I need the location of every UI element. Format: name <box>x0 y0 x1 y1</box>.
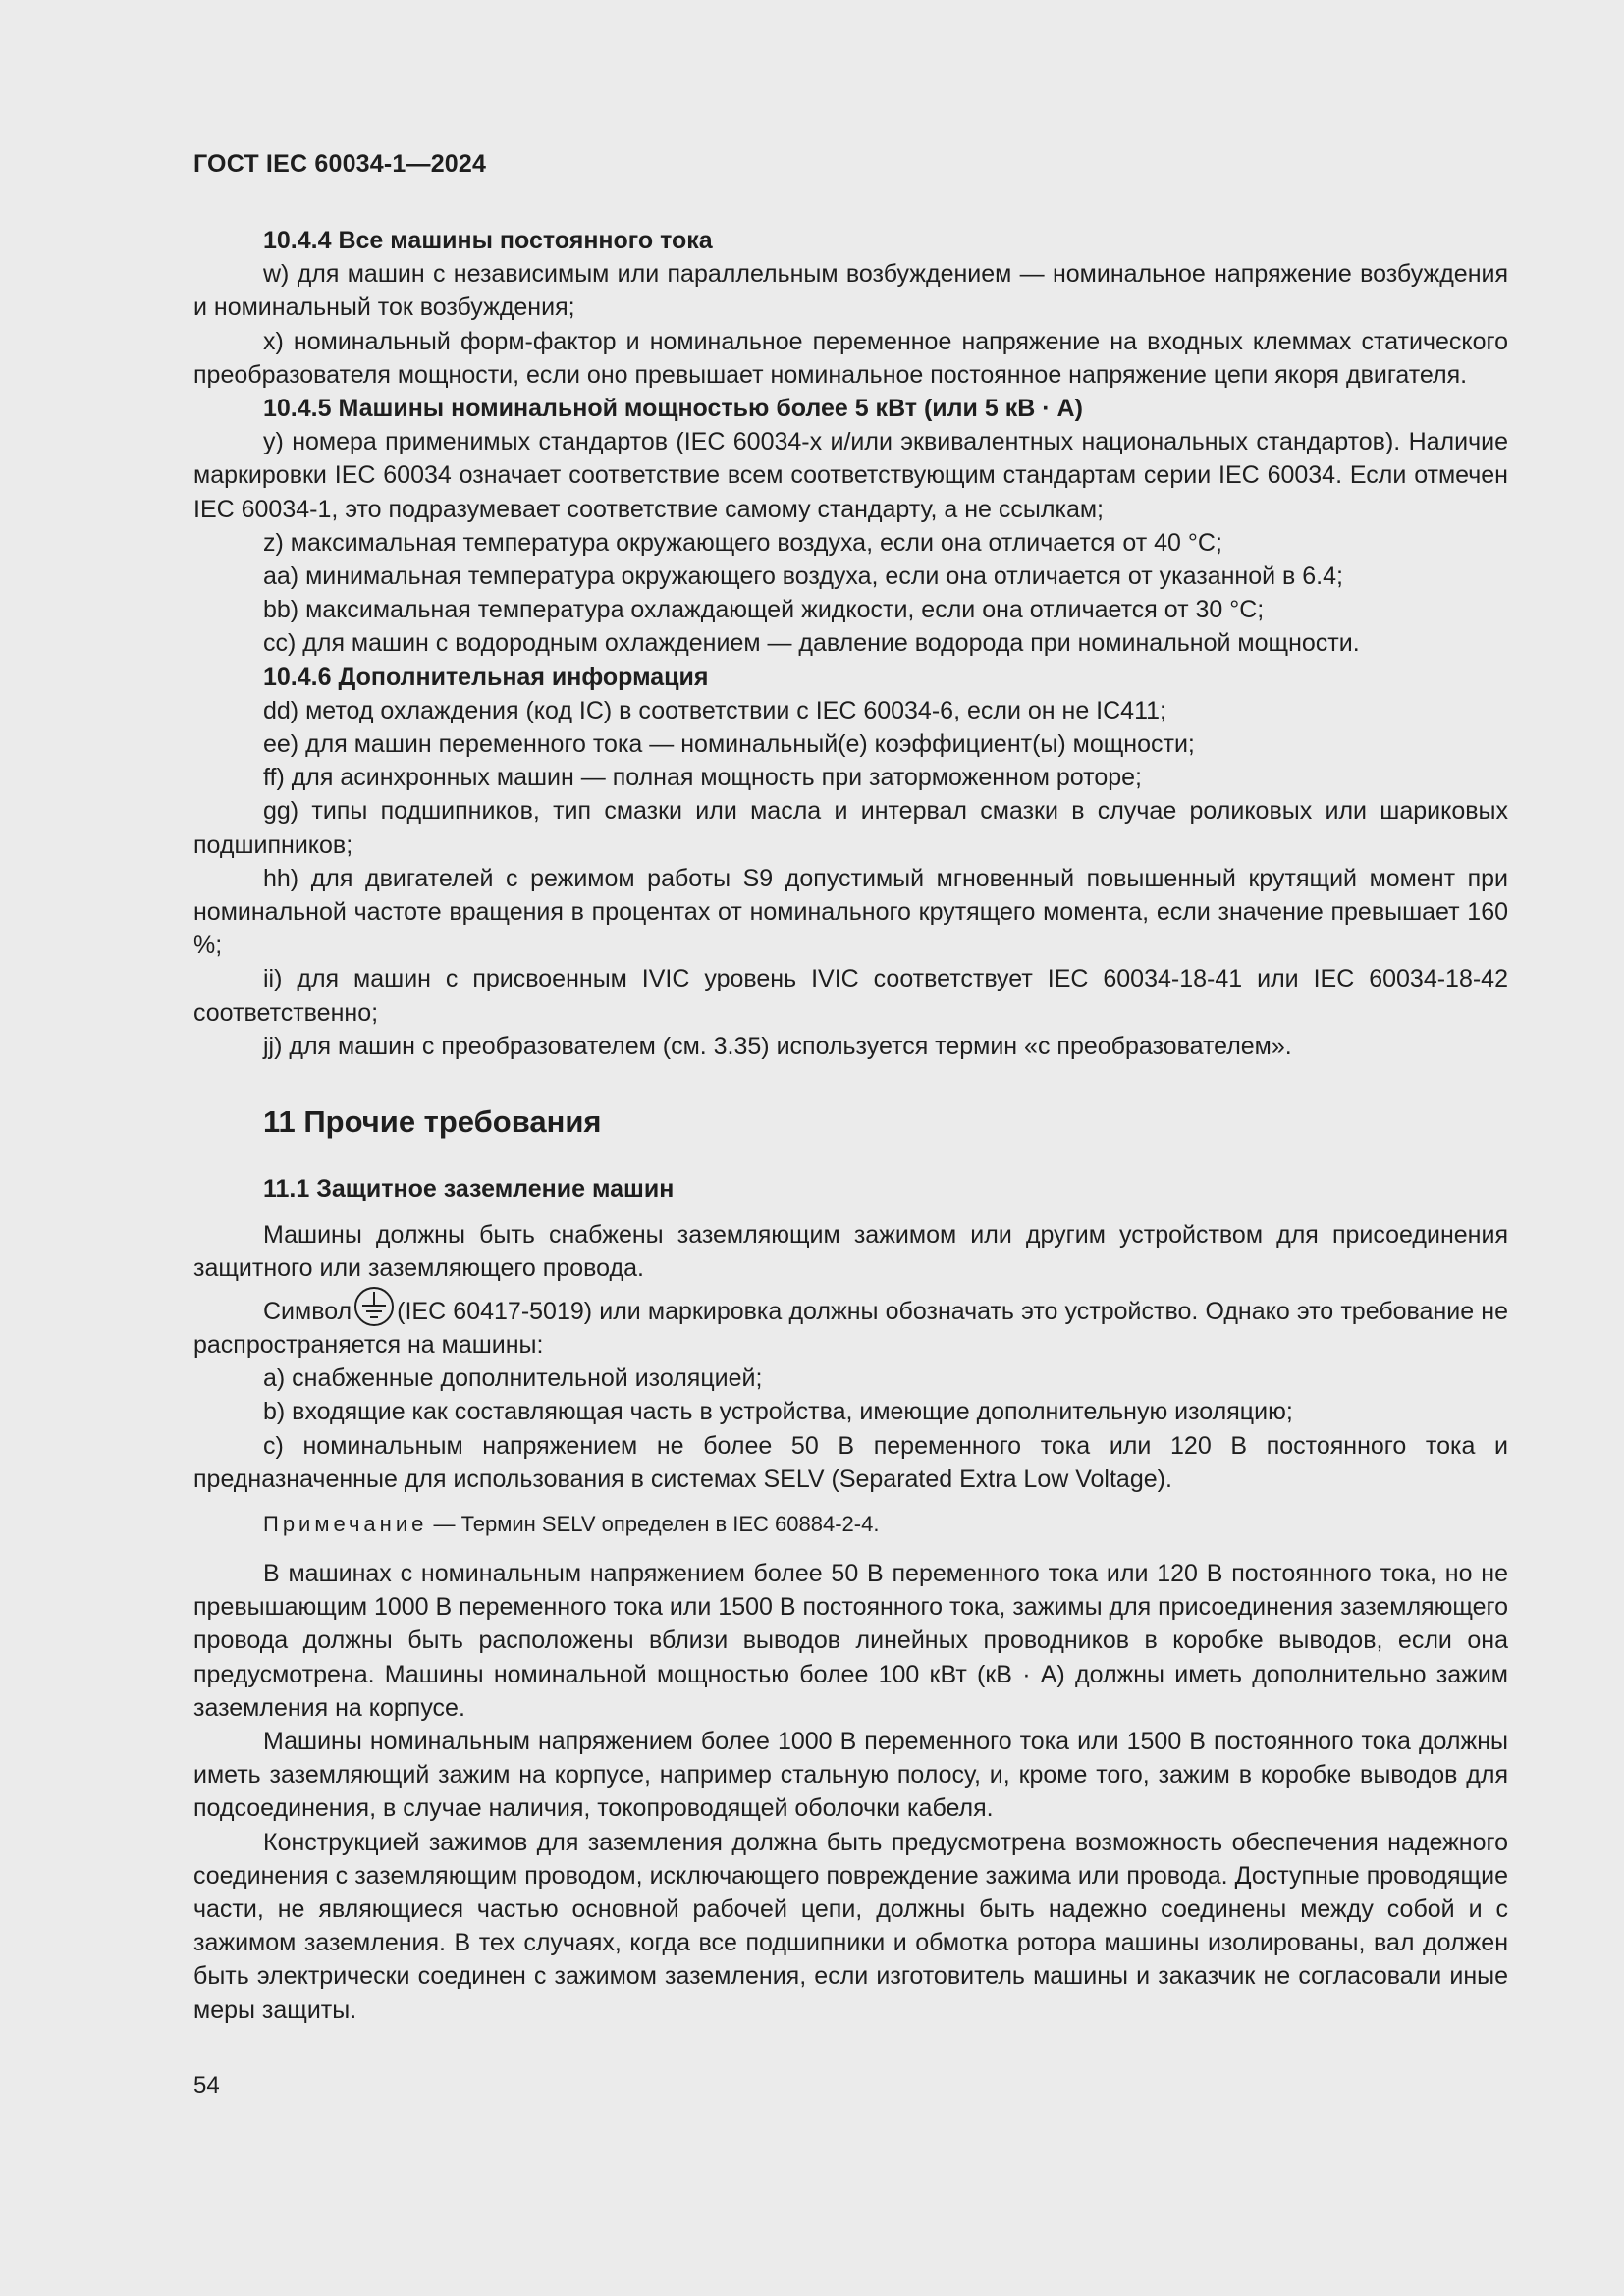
paragraph-symbol <box>193 1286 1508 1362</box>
section-heading-10-4-6: 10.4.6 Дополнительная информация <box>263 663 709 691</box>
note <box>193 1510 1508 1539</box>
list-item-dd: dd) метод охлаждения (код IC) в соответствии с IEC 60034-6, если он не IC411; <box>263 696 1166 724</box>
list-item-a: a) снабженные дополнительной изоляцией; <box>263 1364 763 1393</box>
list-item-bb: bb) максимальная температура охлаждающей жидкости, если она отличается от 30 °С; <box>263 596 1265 624</box>
list-item-cc: сс) для машин с водородным охлаждением — давление водорода при номинальной мощности. <box>263 629 1360 658</box>
paragraph-terminal: Машины должны быть снабжены заземляющим зажимом или другим устройством для присоединения защитного или заземляющего провода. <box>193 1221 1508 1283</box>
document-header: ГОСТ IEC 60034-1—2024 <box>193 150 487 178</box>
list-item-gg: gg) типы подшипников, тип смазки или масла и интервал смазки в случае роликовых или шариковых подшипников; <box>193 797 1508 859</box>
symbol-label: Символ <box>263 1297 352 1325</box>
section-heading-11: 11 Прочие требования <box>263 1104 602 1140</box>
paragraph-high-voltage: Машины номинальным напряжением более 1000 В переменного тока или 1500 В постоянного тока должны иметь заземляющий зажим на корпусе, например стальную полосу, и, кроме того, зажим в коробке выводов для подсоединения, в случае наличия, токопроводящей оболочки кабеля. <box>193 1727 1508 1823</box>
list-item-w: w) для машин с независимым или параллельным возбуждением — номинальное напряжение возбуждения и номинальный ток возбуждения; <box>193 260 1508 322</box>
section-heading-10-4-5: 10.4.5 Машины номинальной мощностью более 5 кВт (или 5 кВ · А) <box>263 395 1083 423</box>
list-item-y: у) номера применимых стандартов (IEC 60034-х и/или эквивалентных национальных стандартов). Наличие маркировки IEC 60034 означает соответствие всем соответствующим стандартам серии IEC 60034. Если отмечен IEC 60034-1, это подразумевает соответствие самому стандарту, а не ссылкам; <box>193 428 1508 523</box>
list-item-aa: аа) минимальная температура окружающего воздуха, если она отличается от указанной в 6.4; <box>263 562 1343 591</box>
list-item-jj: jj) для машин с преобразователем (см. 3.35) используется термин «с преобразователем». <box>263 1032 1292 1060</box>
protective-earth-icon <box>353 1286 395 1327</box>
list-item-ff: ff) для асинхронных машин — полная мощность при заторможенном роторе; <box>263 764 1142 792</box>
list-item-x: x) номинальный форм-фактор и номинальное переменное напряжение на входных клеммах статического преобразователя мощности, если оно превышает номинальное постоянное напряжение цепи якоря двигателя. <box>193 327 1508 389</box>
note-label: Примечание <box>263 1511 428 1536</box>
list-item-b: b) входящие как составляющая часть в устройства, имеющие дополнительную изоляцию; <box>263 1398 1293 1426</box>
list-item-ee: ее) для машин переменного тока — номинальный(е) коэффициент(ы) мощности; <box>263 730 1195 759</box>
page-content <box>193 224 1508 2027</box>
paragraph-construction: Конструкцией зажимов для заземления должна быть предусмотрена возможность обеспечения надежного соединения с заземляющим проводом, исключающего повреждение зажима или провода. Доступные проводящие части, не являющиеся частью основной рабочей цепи, должны быть надежно соединены между собой и с зажимом заземления. В тех случаях, когда все подшипники и обмотка ротора машины изолированы, вал должен быть электрически соединен с зажимом заземления, если изготовитель машины и заказчик не согласовали иные меры защиты. <box>193 1828 1508 2024</box>
symbol-description: (IEC 60417-5019) или маркировка должны обозначать это устройство. Однако это требование не распространяется на машины: <box>193 1297 1508 1359</box>
note-text: — Термин SELV определен в IEC 60884-2-4. <box>427 1511 880 1536</box>
list-item-hh: hh) для двигателей с режимом работы S9 допустимый мгновенный повышенный крутящий момент при номинальной частоте вращения в процентах от номинального крутящего момента, если значение превышает 160 %; <box>193 864 1508 960</box>
paragraph-low-voltage: В машинах с номинальным напряжением более 50 В переменного тока или 120 В постоянного тока, но не превышающим 1000 В переменного тока или 1500 В постоянного тока, зажимы для присоединения заземляющего провода должны быть расположены вблизи выводов линейных проводников в коробке выводов, если она предусмотрена. Машины номинальной мощностью более 100 кВт (кВ · А) должны иметь дополнительно зажим заземления на корпусе. <box>193 1559 1509 1722</box>
list-item-z: z) максимальная температура окружающего воздуха, если она отличается от 40 °С; <box>263 528 1222 557</box>
list-item-ii: ii) для машин с присвоенным IVIC уровень IVIC соответствует IEC 60034-18-41 или IEC 60034-18-42 соответственно; <box>193 965 1508 1027</box>
list-item-c: c) номинальным напряжением не более 50 В переменного тока или 120 В постоянного тока и предназначенные для использования в системах SELV (Separated Extra Low Voltage). <box>193 1431 1508 1493</box>
section-heading-10-4-4: 10.4.4 Все машины постоянного тока <box>263 227 713 254</box>
section-heading-11-1: 11.1 Защитное заземление машин <box>263 1175 675 1203</box>
page-number: 54 <box>193 2072 220 2099</box>
